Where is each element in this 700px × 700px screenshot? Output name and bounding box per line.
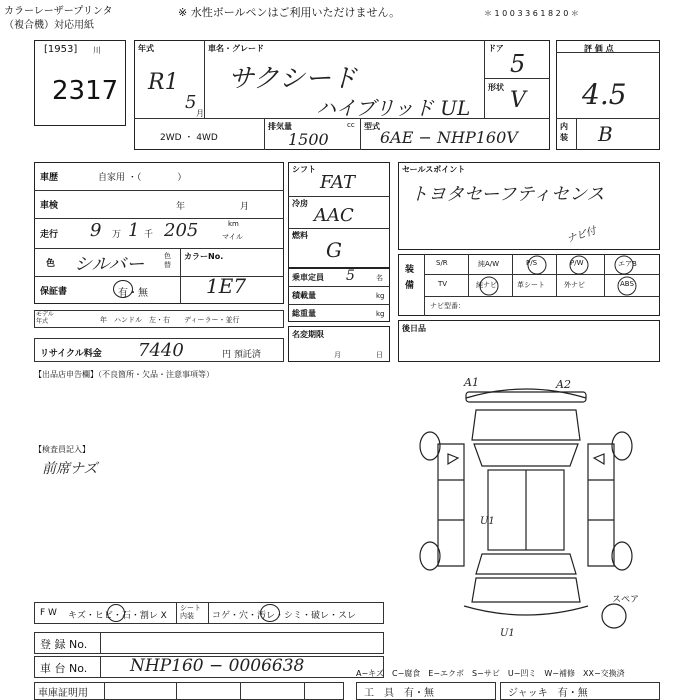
damage-mark-a2: A2 (556, 378, 571, 391)
equipment-genuine-navi: 純ナビ (476, 281, 497, 289)
defects-label: 【出品店申告欄】（不良箇所・欠品・注意事項等） (34, 370, 214, 379)
spare-tire (602, 604, 626, 628)
color-no-label: カラーNo. (184, 252, 224, 261)
month-value: 5 (185, 92, 197, 113)
mileage-sen-unit: 千 (144, 230, 154, 240)
equipment-sunroof: S/R (436, 259, 448, 267)
genuine-navi-circle (480, 277, 498, 295)
lot-number: 2317 (52, 76, 119, 106)
chassis-label: 車 台 No. (40, 662, 88, 675)
capacity-value: 5 (346, 268, 355, 284)
equipment-airbag: エアB (618, 260, 637, 268)
expiry-label: 名変期限 (292, 330, 324, 339)
grade-value: ハイブリッド UL (316, 96, 471, 120)
km-unit: km (228, 220, 239, 228)
history-label: 車歴 (40, 173, 59, 183)
cc-unit: cc (347, 121, 355, 129)
garage-cert-label: 車庫証明用 (38, 688, 88, 699)
damage-legend: A−キズ C−腐食 E−エクボ S−サビ U−凹ミ W−補修 XX−交換済 (356, 669, 625, 678)
left-mirror (448, 454, 458, 464)
seat-options: コゲ・穴・汚レ・シミ・破レ・スレ (212, 611, 357, 621)
damage-mark-a1: A1 (464, 376, 479, 389)
mileage-rest-value: 205 (164, 220, 199, 241)
sales-point-box (398, 162, 660, 250)
load-unit: kg (376, 292, 385, 300)
equipment-tv: TV (438, 280, 448, 288)
sales-note-value: ナビ付 (565, 225, 598, 246)
sales-point-label: セールスポイント (402, 165, 466, 174)
equipment-power-steering: P/S (526, 259, 538, 267)
interior-value: B (598, 122, 613, 146)
recycle-label: リサイクル料金 (40, 349, 102, 359)
shift-value: FAT (320, 172, 355, 193)
warranty-options: 有・無 (118, 288, 148, 299)
model-value: 6AE − NHP160V (380, 128, 518, 147)
windshield (474, 444, 578, 466)
color-no-value: 1E7 (206, 274, 247, 298)
front-left-wheel (420, 432, 440, 460)
warranty-yes-circle (113, 280, 133, 298)
score-label: 評 価 点 (584, 44, 614, 53)
model-label: 型式 (364, 122, 380, 131)
equipment-leather-seat: 革シート (517, 281, 545, 289)
details-box (34, 162, 284, 304)
remarks-box (398, 320, 660, 362)
abs-circle (618, 277, 636, 295)
total-weight-label: 総重量 (292, 309, 316, 318)
door-value: 5 (510, 50, 526, 78)
inspection-month-unit: 月 (240, 202, 250, 212)
printer-label: カラーレーザープリンタ (4, 6, 113, 17)
expiry-day: 日 (376, 351, 383, 359)
drive-label: 2WD ・ 4WD (160, 133, 218, 143)
power-steering-circle (528, 256, 546, 274)
front-right-wheel (612, 432, 632, 460)
color-value: シルバー (74, 254, 145, 275)
navi-model-label: ナビ型番： (430, 302, 465, 310)
registration-label: 登 録 No. (40, 638, 88, 651)
inspector-note: 前席ナズ (42, 461, 98, 477)
door-label: ドア (488, 44, 504, 53)
year-label: 年式 (138, 44, 154, 53)
power-window-circle (570, 256, 588, 274)
rear-window (476, 554, 576, 574)
color-label: 色 (46, 259, 56, 269)
fw-label: F W (40, 608, 57, 618)
hood (472, 410, 580, 440)
equipment-abs: ABS (620, 280, 634, 288)
inspector-label: 【検査員記入】 (34, 445, 90, 454)
shape-label: 形状 (488, 83, 504, 92)
color-change-label: 色替 (164, 252, 171, 269)
printer-sublabel: （複合機）対応用紙 (4, 20, 94, 31)
equipment-label: 装備 (405, 265, 415, 291)
equipment-power-window: P/W (570, 259, 584, 267)
fuel-value: G (326, 238, 342, 262)
inspection-label: 車検 (40, 201, 59, 211)
recycle-deposit: 円 預託済 (222, 350, 261, 360)
total-weight-unit: kg (376, 310, 385, 318)
sales-point-value: トヨタセーフティセンス (410, 184, 605, 205)
fw-crack-circle (107, 604, 125, 622)
shift-label: シフト (292, 165, 316, 174)
rear-bumper (464, 606, 588, 615)
warranty-label: 保証書 (40, 287, 68, 297)
model-year-line: 年 ハンドル 左・右 ディーラー・並行 (100, 316, 240, 324)
mileage-man-unit: 万 (112, 230, 122, 240)
rear-right-wheel (612, 542, 632, 570)
mileage-man-value: 9 (90, 220, 102, 241)
lot-bracket-number: [1953] (44, 44, 78, 55)
shape-value: V (510, 88, 526, 113)
tailgate (472, 578, 580, 602)
ac-label: 冷房 (292, 199, 308, 208)
airbag-circle (615, 256, 633, 274)
inspection-year-unit: 年 (176, 202, 186, 212)
mileage-label: 走行 (40, 230, 59, 240)
interior-label: 内装 (560, 122, 568, 142)
remarks-label: 後日品 (402, 324, 426, 333)
ac-value: AAC (314, 205, 354, 226)
year-value: R1 (148, 70, 179, 95)
equipment-marks (398, 254, 660, 316)
recycle-value: 7440 (138, 340, 184, 361)
chassis-value: NHP160 − 0006638 (130, 656, 305, 676)
right-mirror (594, 454, 604, 464)
damage-mark-u1-rear: U1 (500, 628, 515, 639)
pen-notice: ※ 水性ボールペンはご利用いただけません。 (178, 6, 401, 19)
expiry-month: 月 (334, 351, 341, 359)
mile-unit: マイル (222, 233, 243, 241)
serial-number: ＊ 1 0 0 3 3 6 1 8 2 0 ＊ (484, 9, 579, 18)
mileage-sen-value: 1 (128, 220, 140, 241)
model-year-label: モデル年式 (36, 311, 54, 325)
capacity-unit: 名 (376, 274, 383, 282)
seat-stain-circle (260, 604, 280, 622)
history-options: 自家用 ・（ ） (98, 173, 187, 183)
capacity-label: 乗車定員 (292, 273, 324, 282)
equipment-aftermarket-navi: 外ナビ (564, 281, 585, 289)
tools-label: 工 具 有・無 (364, 688, 434, 699)
score-value: 4.5 (582, 78, 627, 111)
jack-label: ジャッキ 有・無 (508, 688, 588, 699)
lot-mark: 川 (93, 46, 101, 55)
month-unit: 月 (196, 109, 204, 118)
displacement-label: 排気量 (268, 122, 292, 131)
spare-label: スペア (612, 595, 640, 605)
equipment-genuine-aw: 純A/W (478, 260, 500, 268)
car-name-value: サクシード (228, 64, 357, 94)
fuel-label: 燃料 (292, 231, 308, 240)
name-grade-label: 車名・グレード (208, 44, 264, 53)
damage-mark-u1-left: U1 (480, 516, 495, 527)
fw-options: キズ・ヒビ・石・割レ X (68, 611, 167, 621)
displacement-value: 1500 (288, 130, 329, 149)
load-label: 積載量 (292, 291, 316, 300)
rear-left-wheel (420, 542, 440, 570)
seat-label: シート内装 (180, 604, 201, 620)
